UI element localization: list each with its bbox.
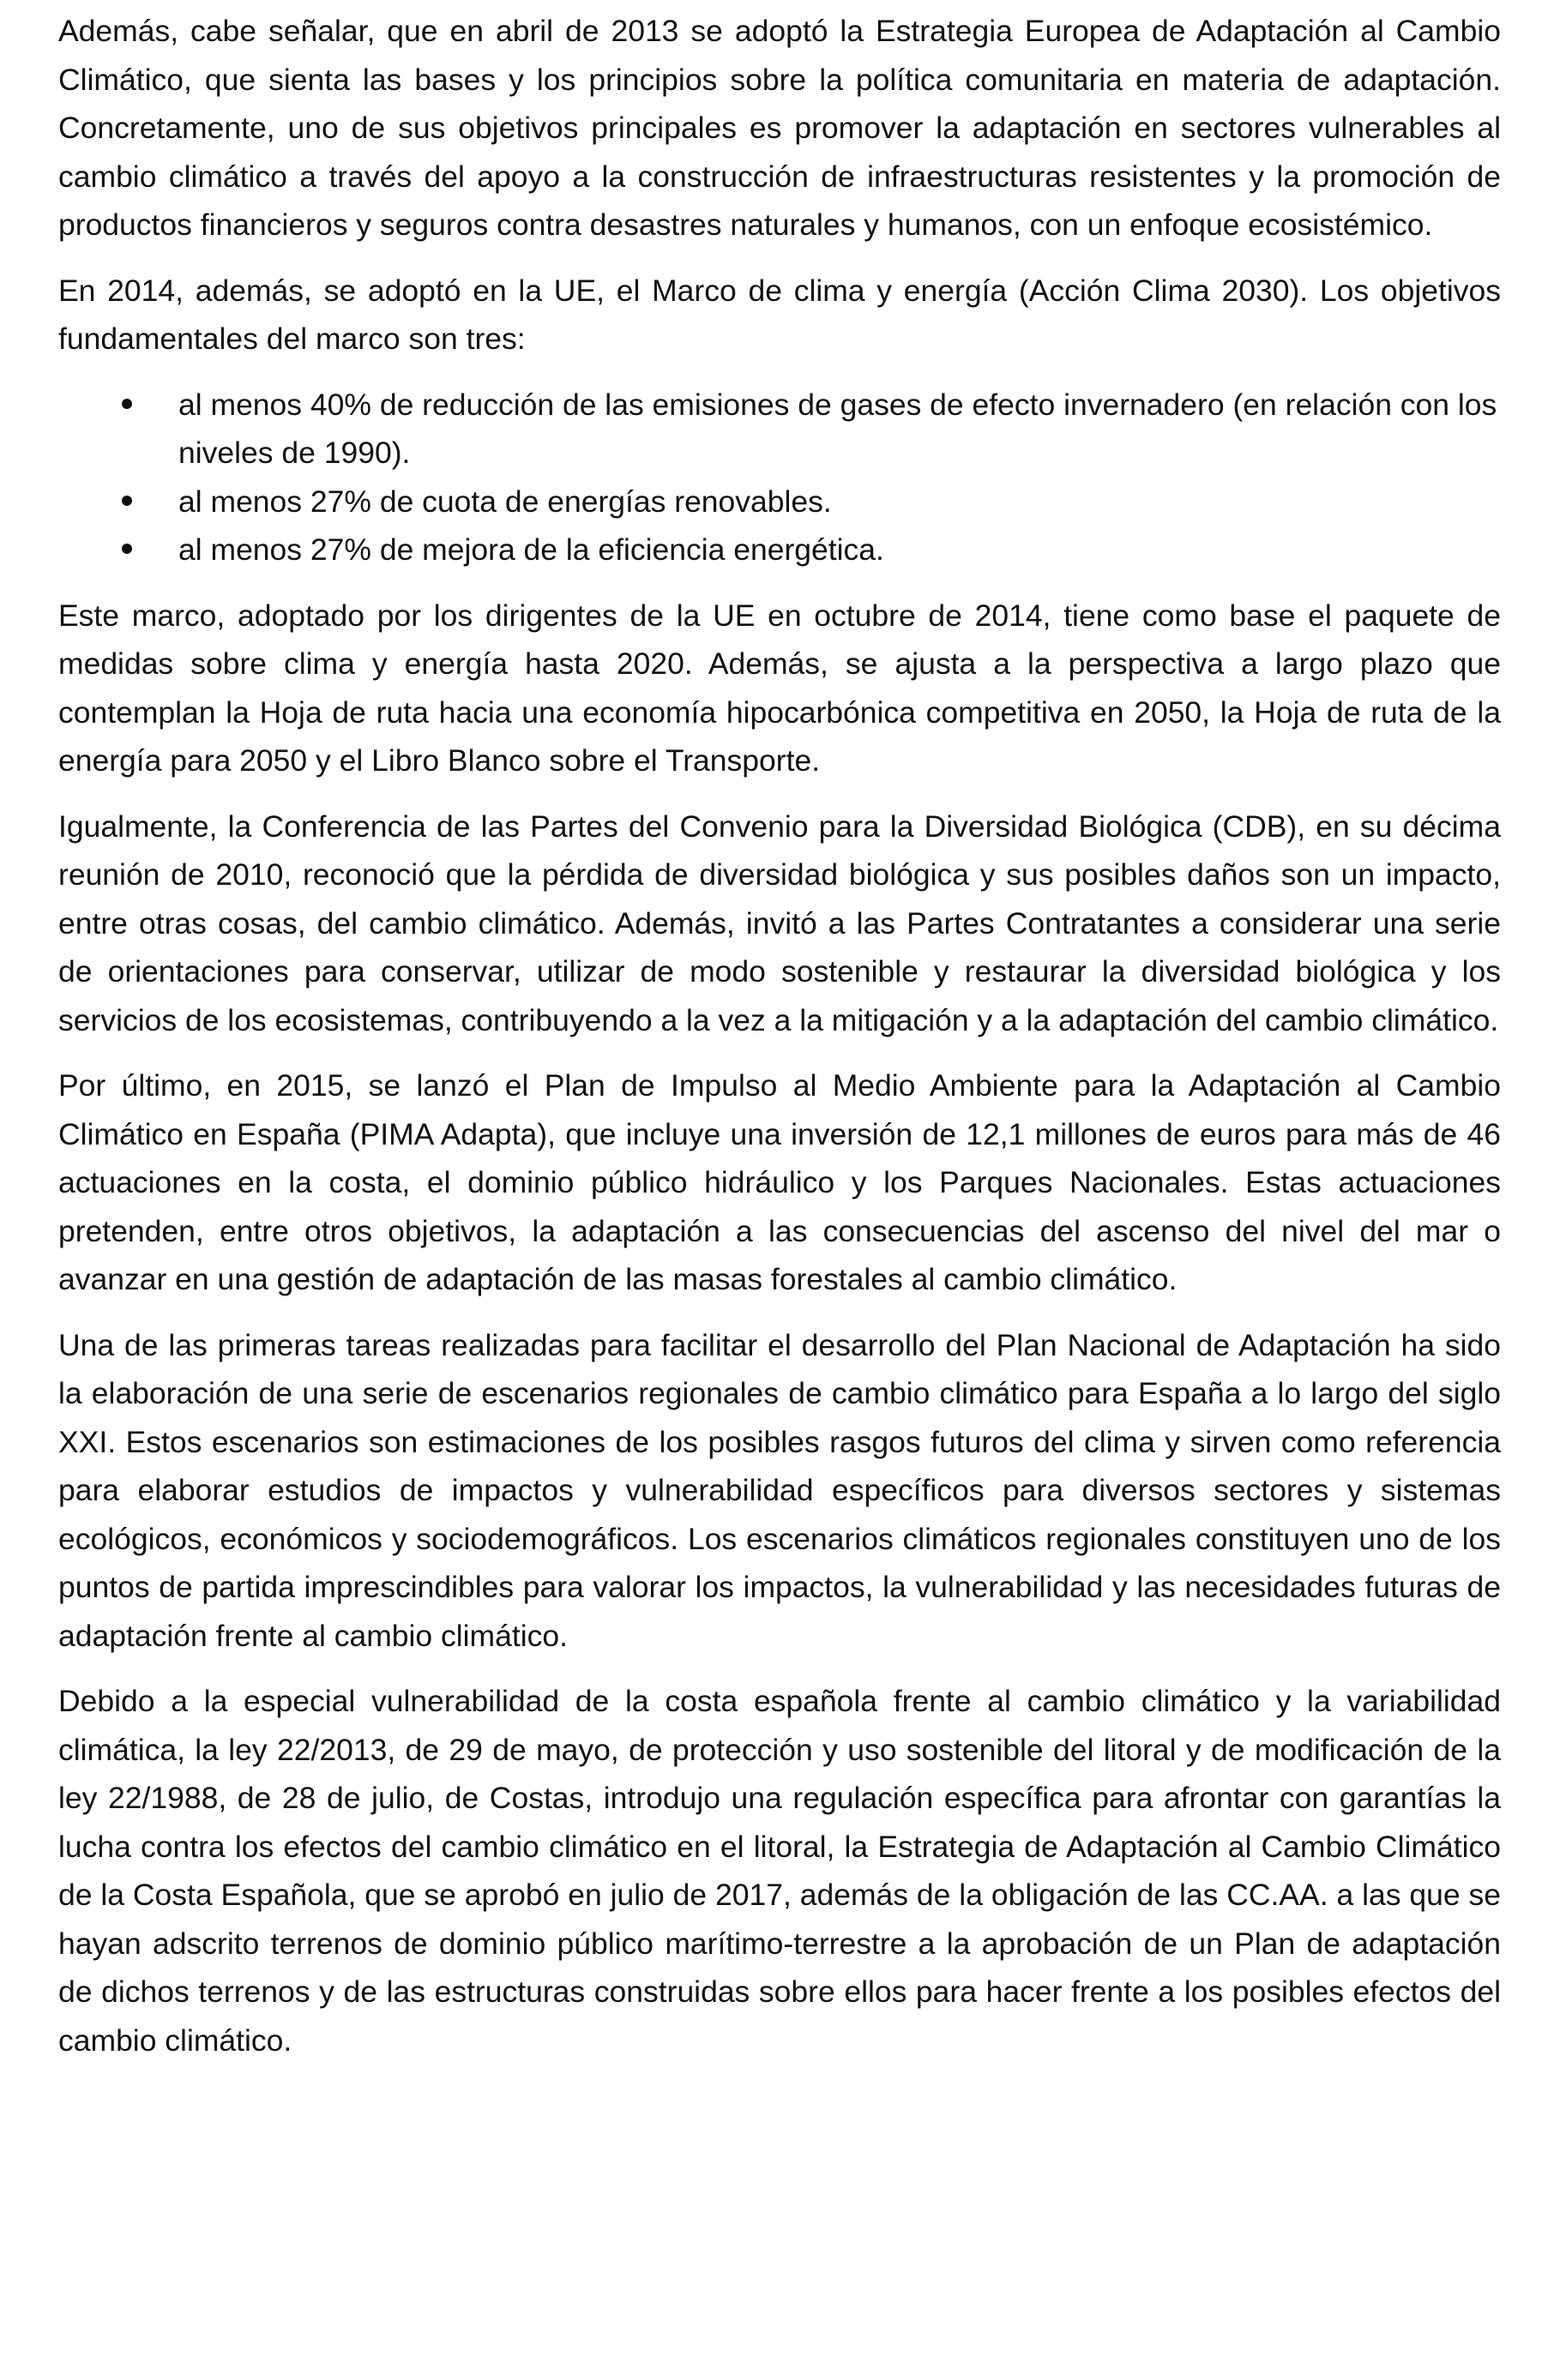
list-item-text: al menos 27% de cuota de energías renovables. <box>178 484 832 519</box>
objectives-list <box>58 381 1501 574</box>
bullet-icon <box>122 544 132 554</box>
list-item-text: al menos 27% de mejora de la eficiencia energética. <box>178 532 884 567</box>
bullet-icon <box>122 399 132 409</box>
list-item <box>178 526 1501 574</box>
paragraph-conferencia-cdb: Igualmente, la Conferencia de las Partes del Convenio para la Diversidad Biológica (CDB), en su décima reunión de 2010, reconoció que la pérdida de diversidad biológica y sus posibles daños son un impacto, entre otras cosas, del cambio climático. Además, invitó a las Partes Contratantes a considerar una serie de orientaciones para conservar, utilizar de modo sostenible y restaurar la diversidad biológica y los servicios de los ecosistemas, contribuyendo a la vez a la mitigación y a la adaptación del cambio climático. <box>58 808 1501 1037</box>
paragraph-pima-adapta: Por último, en 2015, se lanzó el Plan de Impulso al Medio Ambiente para la Adaptación al Cambio Climático en España (PIMA Adapta), que incluye una inversión de 12,1 millones de euros para más de 46 actuaciones en la costa, el dominio público hidráulico y los Parques Nacionales. Estas actuaciones pretenden, entre otros objetivos, la adaptación a las consecuencias del ascenso del nivel del mar o avanzar en una gestión de adaptación de las masas forestales al cambio climático. <box>58 1068 1501 1296</box>
paragraph-ley-costas: Debido a la especial vulnerabilidad de la costa española frente al cambio climático y la variabilidad climática, la ley 22/2013, de 29 de mayo, de protección y uso sostenible del litoral y de modificación de la ley 22/1988, de 28 de julio, de Costas, introdujo una regulación específica para afrontar con garantías la lucha contra los efectos del cambio climático en el litoral, la Estrategia de Adaptación al Cambio Climático de la Costa Española, que se aprobó en julio de 2017, además de la obligación de las CC.AA. a las que se hayan adscrito terrenos de dominio público marítimo-terrestre a la aprobación de un Plan de adaptación de dichos terrenos y de las estructuras construidas sobre ellos para hacer frente a los posibles efectos del cambio climático. <box>58 1684 1501 2058</box>
paragraph-estrategia-europea: Además, cabe señalar, que en abril de 2013 se adoptó la Estrategia Europea de Adaptación al Cambio Climático, que sienta las bases y los principios sobre la política comunitaria en materia de adaptación. Concretamente, uno de sus objetivos principales es promover la adaptación en sectores vulnerables al cambio climático a través del apoyo a la construcción de infraestructuras resistentes y la promoción de productos financieros y seguros contra desastres naturales y humanos, con un enfoque ecosistémico. <box>58 14 1501 242</box>
bullet-icon <box>122 496 132 506</box>
list-item <box>178 478 1501 526</box>
paragraph-este-marco: Este marco, adoptado por los dirigentes de la UE en octubre de 2014, tiene como base el paquete de medidas sobre clima y energía hasta 2020. Además, se ajusta a la perspectiva a largo plazo que contemplan la Hoja de ruta hacia una economía hipocarbónica competitiva en 2050, la Hoja de ruta de la energía para 2050 y el Libro Blanco sobre el Transporte. <box>58 598 1501 778</box>
paragraph-escenarios-regionales: Una de las primeras tareas realizadas para facilitar el desarrollo del Plan Nacional de Adaptación ha sido la elaboración de una serie de escenarios regionales de cambio climático para España a lo largo del siglo XXI. Estos escenarios son estimaciones de los posibles rasgos futuros del clima y sirven como referencia para elaborar estudios de impactos y vulnerabilidad específicos para diversos sectores y sistemas ecológicos, económicos y sociodemográficos. Los escenarios climáticos regionales constituyen uno de los puntos de partida imprescindibles para valorar los impactos, la vulnerabilidad y las necesidades futuras de adaptación frente al cambio climático. <box>58 1327 1501 1653</box>
document-page <box>58 7 1501 2064</box>
list-item <box>178 381 1501 478</box>
list-item-text: al menos 40% de reducción de las emisiones de gases de efecto invernadero (en relación con los niveles de 1990). <box>178 387 1497 470</box>
paragraph-marco-clima-energia: En 2014, además, se adoptó en la UE, el Marco de clima y energía (Acción Clima 2030). Los objetivos fundamentales del marco son tres: <box>58 273 1501 356</box>
